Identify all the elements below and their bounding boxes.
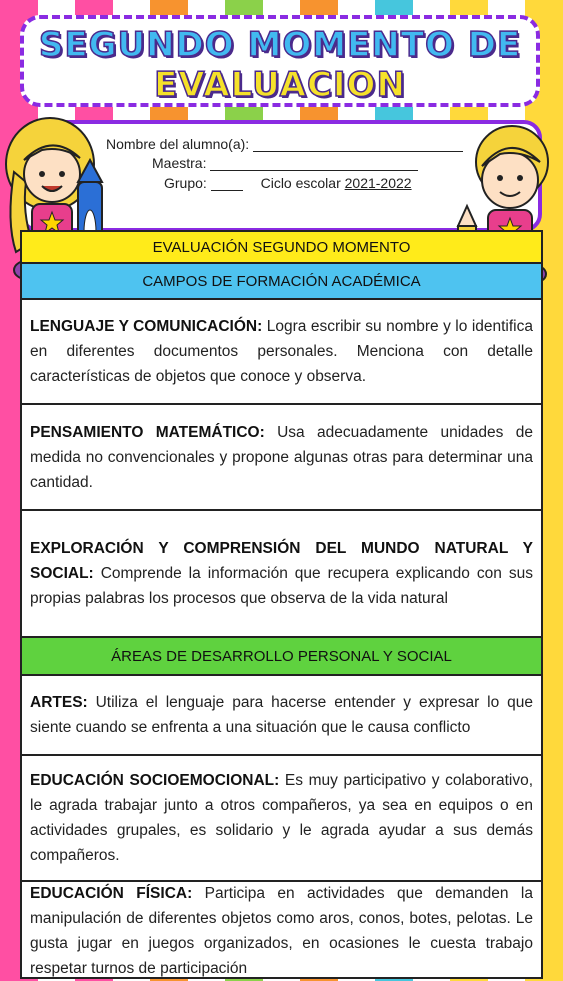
academic-fields-header: CAMPOS DE FORMACIÓN ACADÉMICA xyxy=(22,264,541,300)
student-name-row xyxy=(106,136,463,152)
area-label: EDUCACIÓN SOCIOEMOCIONAL: xyxy=(30,772,280,789)
campo-row-matematico xyxy=(22,405,541,511)
personal-social-areas-header: ÁREAS DE DESARROLLO PERSONAL Y SOCIAL xyxy=(22,638,541,676)
campo-label: PENSAMIENTO MATEMÁTICO: xyxy=(30,423,265,441)
group-row xyxy=(164,175,412,191)
campo-text: Usa adecuadamente unidades de medida no convencionales y propone algunas otras para determinar una cantidad. xyxy=(30,423,533,491)
area-text: Utiliza el lenguaje para hacerse entender y expresar lo que siente cuando se enfrenta a una situación que le causa conflicto xyxy=(30,694,533,736)
title-line-1: SEGUNDO MOMENTO DE xyxy=(38,25,522,65)
campo-row-exploracion xyxy=(22,511,541,638)
title-line-2: EVALUACION xyxy=(154,65,406,105)
student-name-label: Nombre del alumno(a): xyxy=(106,136,250,152)
group-label: Grupo: xyxy=(164,175,207,191)
school-year-label: Ciclo escolar xyxy=(260,175,341,191)
teacher-line xyxy=(210,156,418,171)
school-year-value: 2021-2022 xyxy=(344,175,412,191)
campo-row-lenguaje xyxy=(22,300,541,405)
group-line xyxy=(211,176,243,191)
area-text: Participa en actividades que demanden la manipulación de diferentes objetos como aros, conos, botes, pelotas. Le gusta jugar en juegos organizados, en ocasiones le cuesta trabajo respetar turnos de participación xyxy=(30,884,534,977)
student-name-line xyxy=(253,137,463,152)
area-label: ARTES: xyxy=(30,694,88,711)
evaluation-header: EVALUACIÓN SEGUNDO MOMENTO xyxy=(22,232,541,264)
area-row-artes xyxy=(22,676,541,756)
area-text: Es muy participativo y colaborativo, le agrada trabajar junto a otros compañeros, ya sea en equipos o en actividades grupales, es solidario y le agrada ayudar a sus demás compañeros. xyxy=(30,772,533,864)
campo-text: Comprende la información que recupera explicando con sus propias palabras los procesos que observa de la vida natural xyxy=(30,565,533,607)
campo-label: EXPLORACIÓN Y COMPRENSIÓN DEL MUNDO NATURAL Y SOCIAL: xyxy=(30,540,533,582)
teacher-label: Maestra: xyxy=(152,155,207,171)
area-row-educacion-fisica xyxy=(22,882,541,979)
area-label: EDUCACIÓN FÍSICA: xyxy=(30,884,193,902)
evaluation-table xyxy=(20,230,543,979)
campo-label: LENGUAJE Y COMUNICACIÓN: xyxy=(30,318,263,335)
campo-text: Logra escribir su nombre y lo identifica en diferentes documentos personales. Menciona con detalle características de objetos que conoce y observa. xyxy=(30,318,534,385)
title-banner xyxy=(20,15,540,107)
area-row-socioemocional xyxy=(22,756,541,882)
teacher-row xyxy=(152,155,418,171)
